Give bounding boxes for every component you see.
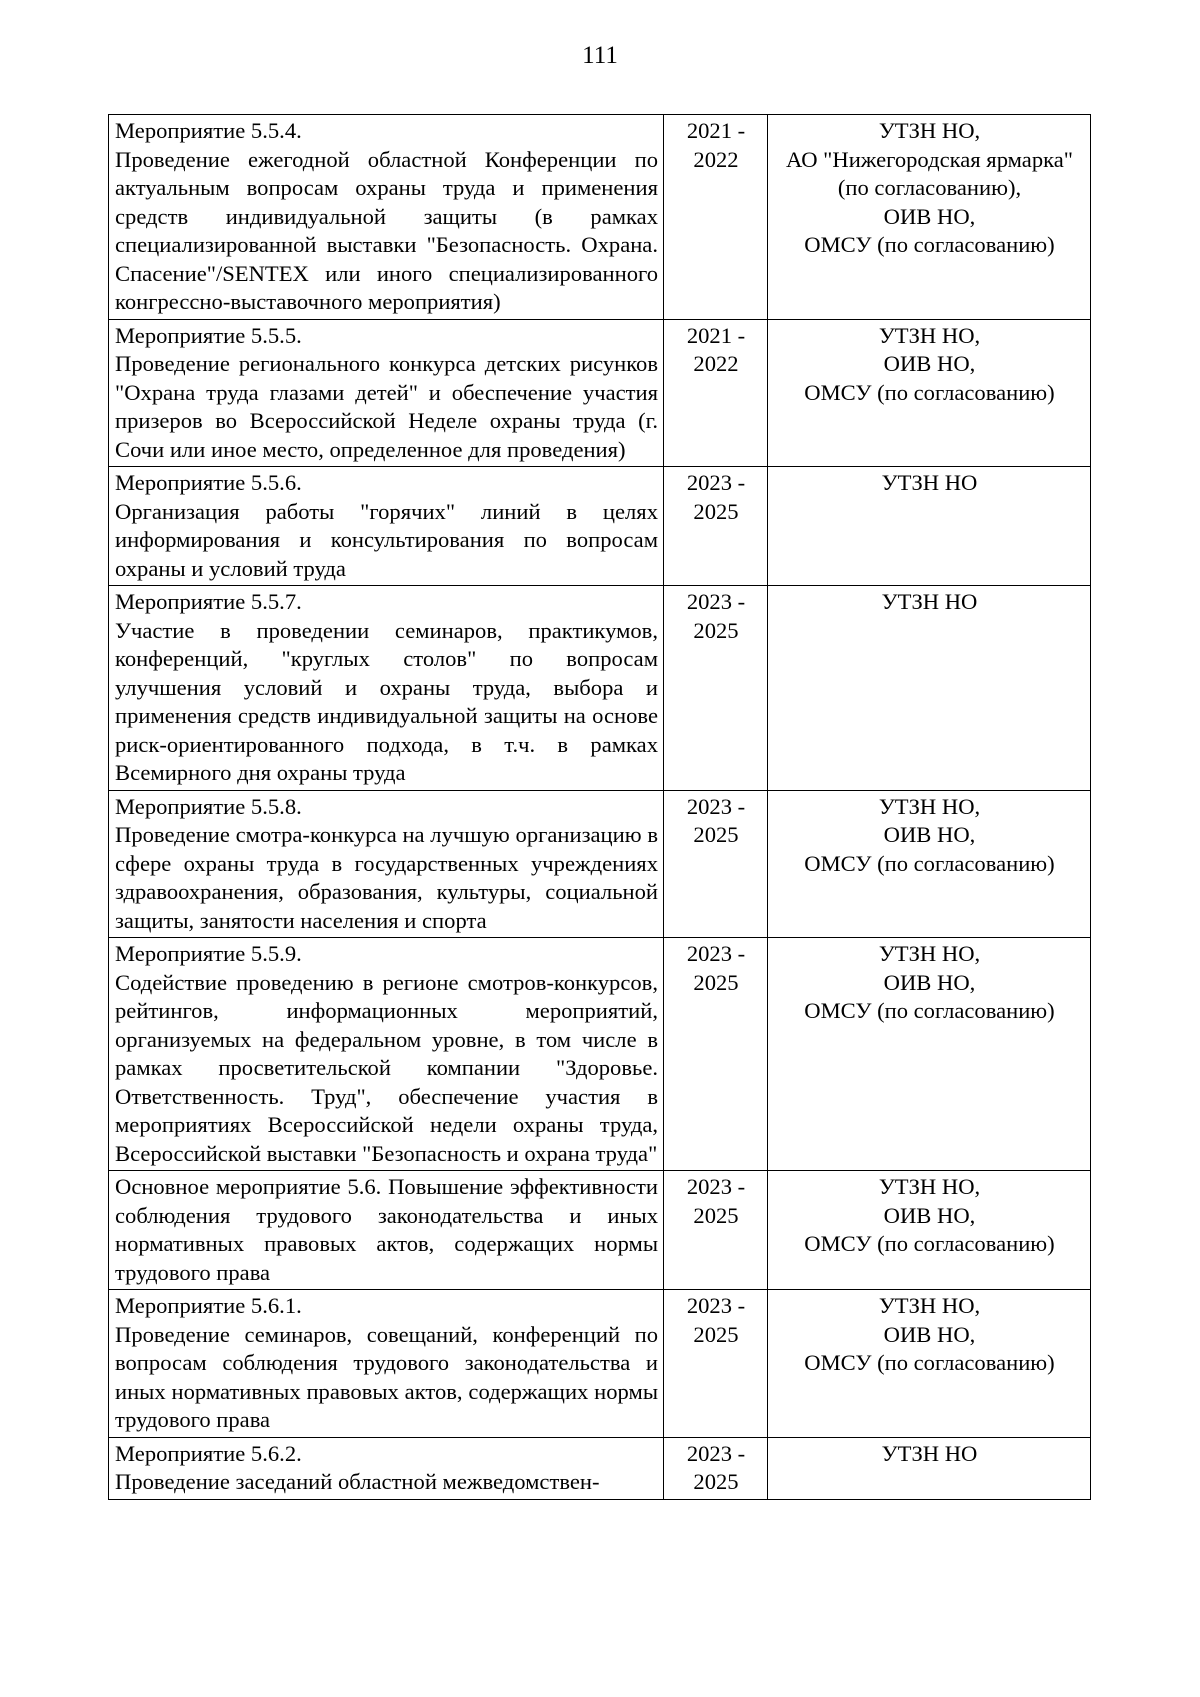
activity-text: Содействие проведению в регионе смотров-конкурсов, рейтингов, информационных мероприятий, организуемых на федеральном уровне, в том числе в рамках просветительской компании "Здоровье. Ответственность. Труд", обеспечение участия в мероприятиях Всероссийской недели охраны труда, Всероссийской выставки "Безопасность и охрана труда" [115,969,658,1166]
period-line: 2021 - [686,118,746,143]
activity-text: Основное мероприятие 5.6. Повышение эффективности соблюдения трудового законодательства и иных нормативных правовых актов, содержащих нормы трудового права [115,1174,658,1285]
activity-period-cell [664,938,768,1171]
activity-description-cell [109,790,664,938]
activity-executors-cell [768,586,1091,791]
activity-title: Мероприятие 5.5.8. [115,793,302,819]
executor-line: ОМСУ (по согласованию) [804,1231,1055,1256]
period-line: 2023 - [686,941,746,966]
activity-description-cell [109,586,664,791]
executor-line: АО "Нижегородская ярмарка" (по согласованию), [786,146,1073,200]
table-row [109,319,1091,467]
executor-line: УТЗН НО, [878,322,981,348]
period-line: 2023 - [686,470,746,495]
executor-line: ОИВ НО, [883,969,976,995]
page-number: 111 [582,42,618,69]
activity-executors-cell [768,1290,1091,1438]
activity-executors-cell [768,790,1091,938]
executor-line: ОИВ НО, [883,351,976,376]
executor-line: УТЗН НО, [878,118,981,143]
executor-line: ОИВ НО, [883,1202,976,1228]
period-line: 2023 - [686,589,746,614]
executor-line: ОМСУ (по согласованию) [804,379,1055,405]
activity-text: Проведение семинаров, совещаний, конференций по вопросам соблюдения трудового законодательства и иных нормативных правовых актов, содержащих нормы трудового права [115,1321,658,1432]
executor-line: ОМСУ (по согласованию) [804,998,1055,1023]
activity-text: Проведение смотра-конкурса на лучшую организацию в сфере охраны труда в государственных учреждениях здравоохранения, образования, культуры, социальной защиты, занятости населения и спорта [115,822,658,933]
executor-line: УТЗН НО, [878,1293,981,1318]
activity-text: Участие в проведении семинаров, практикумов, конференций, "круглых столов" по вопросам улучшения условий и охраны труда, выбора и применения средств индивидуальной защиты на основе риск-ориентированного подхода, в т.ч. в рамках Всемирного дня охраны труда [115,617,658,785]
activity-executors-cell [768,319,1091,467]
activity-title: Мероприятие 5.5.9. [115,941,302,966]
activity-title: Мероприятие 5.5.6. [115,470,302,495]
table-row [109,115,1091,320]
period-line: 2025 [693,1321,739,1347]
period-line: 2023 - [686,1293,746,1318]
executor-line: ОИВ НО, [883,822,976,847]
activity-executors-cell [768,115,1091,320]
period-line: 2021 - [686,322,746,348]
activity-description-cell [109,467,664,586]
executor-line: УТЗН НО [881,470,978,495]
executor-line: ОМСУ (по согласованию) [804,850,1055,876]
activity-period-cell [664,1171,768,1290]
activity-title: Мероприятие 5.5.5. [115,322,302,348]
executor-line: УТЗН НО, [878,793,981,819]
activity-description-cell [109,1437,664,1499]
activity-executors-cell [768,938,1091,1171]
executor-line: ОИВ НО, [883,1321,976,1347]
activity-description-cell [109,319,664,467]
activity-executors-cell [768,467,1091,586]
activity-period-cell [664,1290,768,1438]
period-line: 2023 - [686,1174,746,1199]
table-row [109,467,1091,586]
executor-line: ОИВ НО, [883,203,976,229]
table-row [109,790,1091,938]
activity-period-cell [664,586,768,791]
activity-text: Организация работы "горячих" линий в целях информирования и консультирования по вопросам охраны и условий труда [115,498,658,581]
executor-line: УТЗН НО, [878,1174,981,1199]
table-row [109,586,1091,791]
executor-line: ОМСУ (по согласованию) [804,1350,1055,1375]
table-row [109,1437,1091,1499]
period-line: 2022 [693,146,739,172]
activity-executors-cell [768,1437,1091,1499]
table-row [109,1171,1091,1290]
activity-executors-cell [768,1171,1091,1290]
activity-description-cell [109,1290,664,1438]
activity-period-cell [664,790,768,938]
period-line: 2025 [693,969,739,995]
period-line: 2022 [693,351,739,376]
executor-line: УТЗН НО [881,589,978,614]
period-line: 2025 [693,1469,739,1494]
period-line: 2023 - [686,1440,746,1466]
activity-period-cell [664,467,768,586]
activities-table [108,114,1091,1500]
table-row [109,1290,1091,1438]
period-line: 2025 [693,498,739,524]
table-row [109,938,1091,1171]
activity-description-cell [109,1171,664,1290]
executor-line: УТЗН НО [881,1440,978,1466]
activity-title: Мероприятие 5.6.2. [115,1440,302,1466]
activity-text: Проведение регионального конкурса детских рисунков "Охрана труда глазами детей" и обеспечение участия призеров во Всероссийской Неделе охраны труда (г. Сочи или иное место, определенное для проведения) [115,351,658,462]
period-line: 2023 - [686,793,746,819]
period-line: 2025 [693,822,739,847]
activity-text: Проведение заседаний областной межведомствен- [115,1469,600,1494]
activity-title: Мероприятие 5.6.1. [115,1293,302,1318]
activity-description-cell [109,938,664,1171]
activity-title: Мероприятие 5.5.7. [115,589,302,614]
activity-title: Мероприятие 5.5.4. [115,118,302,143]
activity-period-cell [664,1437,768,1499]
period-line: 2025 [693,1202,739,1228]
period-line: 2025 [693,617,739,643]
activity-period-cell [664,319,768,467]
activity-text: Проведение ежегодной областной Конференции по актуальным вопросам охраны труда и применения средств индивидуальной защиты (в рамках специализированной выставки "Безопасность. Охрана. Спасение"/SENTEX или иного специализированного конгрессно-выставочного мероприятия) [115,146,658,314]
activity-period-cell [664,115,768,320]
executor-line: УТЗН НО, [878,941,981,966]
activities-table-body [109,115,1091,1500]
executor-line: ОМСУ (по согласованию) [804,232,1055,257]
activity-description-cell [109,115,664,320]
